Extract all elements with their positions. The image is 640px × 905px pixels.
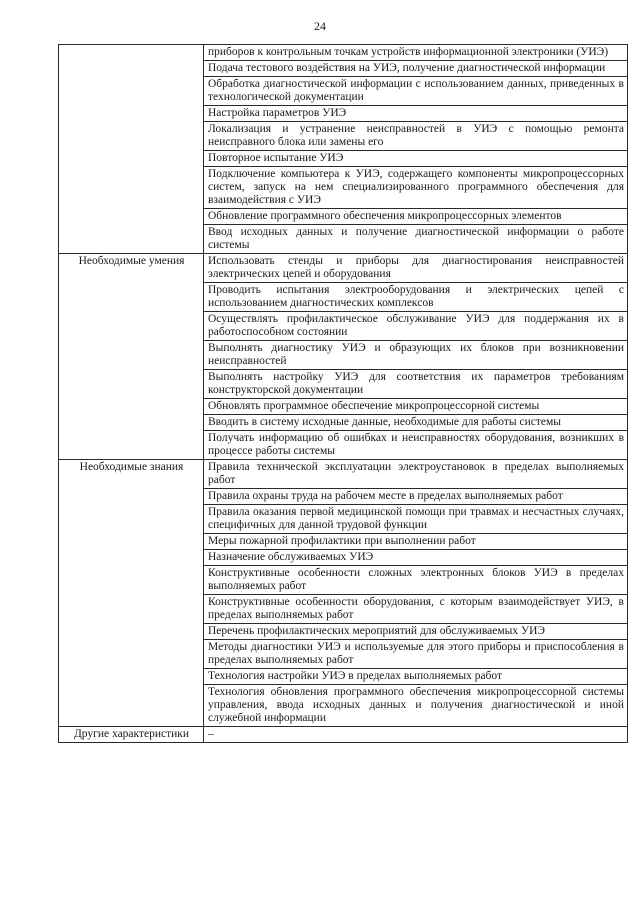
knowledge-item: Назначение обслуживаемых УИЭ <box>204 550 628 566</box>
page-number: 24 <box>314 19 326 33</box>
labor-actions-item: Ввод исходных данных и получение диагностической информации о работе системы <box>204 225 628 254</box>
other-value: – <box>204 727 628 743</box>
labor-actions-item: Подача тестового воздействия на УИЭ, получение диагностической информации <box>204 61 628 77</box>
skills-item: Выполнять настройку УИЭ для соответствия их параметров требованиям конструкторской документации <box>204 370 628 399</box>
labor-actions-item: Локализация и устранение неисправностей в УИЭ с помощью ремонта неисправного блока или замены его <box>204 122 628 151</box>
knowledge-item: Конструктивные особенности оборудования, с которым взаимодействует УИЭ, в пределах выполняемых работ <box>204 595 628 624</box>
actions-row <box>59 45 628 61</box>
knowledge-row <box>59 460 628 489</box>
labor-actions-item: Обновление программного обеспечения микропроцессорных элементов <box>204 209 628 225</box>
skills-item: Вводить в систему исходные данные, необходимые для работы системы <box>204 415 628 431</box>
skills-item: Использовать стенды и приборы для диагностирования неисправностей электрических цепей и оборудования <box>204 254 628 283</box>
labor-actions-item: Подключение компьютера к УИЭ, содержащего компоненты микропроцессорных систем, запуск на нем специализированного программного обеспечения для взаимодействия с УИЭ <box>204 167 628 209</box>
knowledge-item: Правила охраны труда на рабочем месте в пределах выполняемых работ <box>204 489 628 505</box>
skills-item: Проводить испытания электрооборудования и электрических цепей с использованием диагностических комплексов <box>204 283 628 312</box>
other-row <box>59 727 628 743</box>
labor-actions-item: Обработка диагностической информации с использованием данных, приведенных в технологической документации <box>204 77 628 106</box>
knowledge-item: Перечень профилактических мероприятий для обслуживаемых УИЭ <box>204 624 628 640</box>
table-body <box>59 45 628 743</box>
labor-actions-item: Настройка параметров УИЭ <box>204 106 628 122</box>
other-label: Другие характеристики <box>59 727 204 743</box>
knowledge-item: Меры пожарной профилактики при выполнении работ <box>204 534 628 550</box>
knowledge-item: Технология настройки УИЭ в пределах выполняемых работ <box>204 669 628 685</box>
knowledge-item: Правила оказания первой медицинской помощи при травмах и несчастных случаях, специфичных для данной трудовой функции <box>204 505 628 534</box>
knowledge-item: Конструктивные особенности сложных электронных блоков УИЭ в пределах выполняемых работ <box>204 566 628 595</box>
skills-label: Необходимые умения <box>78 255 185 267</box>
skills-item: Обновлять программное обеспечение микропроцессорной системы <box>204 399 628 415</box>
skills-item: Выполнять диагностику УИЭ и образующих их блоков при возникновении неисправностей <box>204 341 628 370</box>
knowledge-item: Технология обновления программного обеспечения микропроцессорной системы управления, ввода исходных данных и получения диагностической и иной служебной информации <box>204 685 628 727</box>
skills-item: Получать информацию об ошибках и неисправностях оборудования, возникших в процессе работы системы <box>204 431 628 460</box>
labor-function-table <box>58 44 628 743</box>
skills-row <box>59 254 628 283</box>
labor-actions-label-cell <box>59 45 204 254</box>
knowledge-label-cell <box>59 460 204 727</box>
knowledge-item: Правила технической эксплуатации электроустановок в пределах выполняемых работ <box>204 460 628 489</box>
labor-actions-item: Повторное испытание УИЭ <box>204 151 628 167</box>
knowledge-item: Методы диагностики УИЭ и используемые для этого приборы и приспособления в пределах выполняемых работ <box>204 640 628 669</box>
skills-label-cell <box>59 254 204 460</box>
labor-actions-item: приборов к контрольным точкам устройств информационной электроники (УИЭ) <box>204 45 628 61</box>
skills-item: Осуществлять профилактическое обслуживание УИЭ для поддержания их в работоспособном состоянии <box>204 312 628 341</box>
knowledge-label: Необходимые знания <box>79 461 184 473</box>
